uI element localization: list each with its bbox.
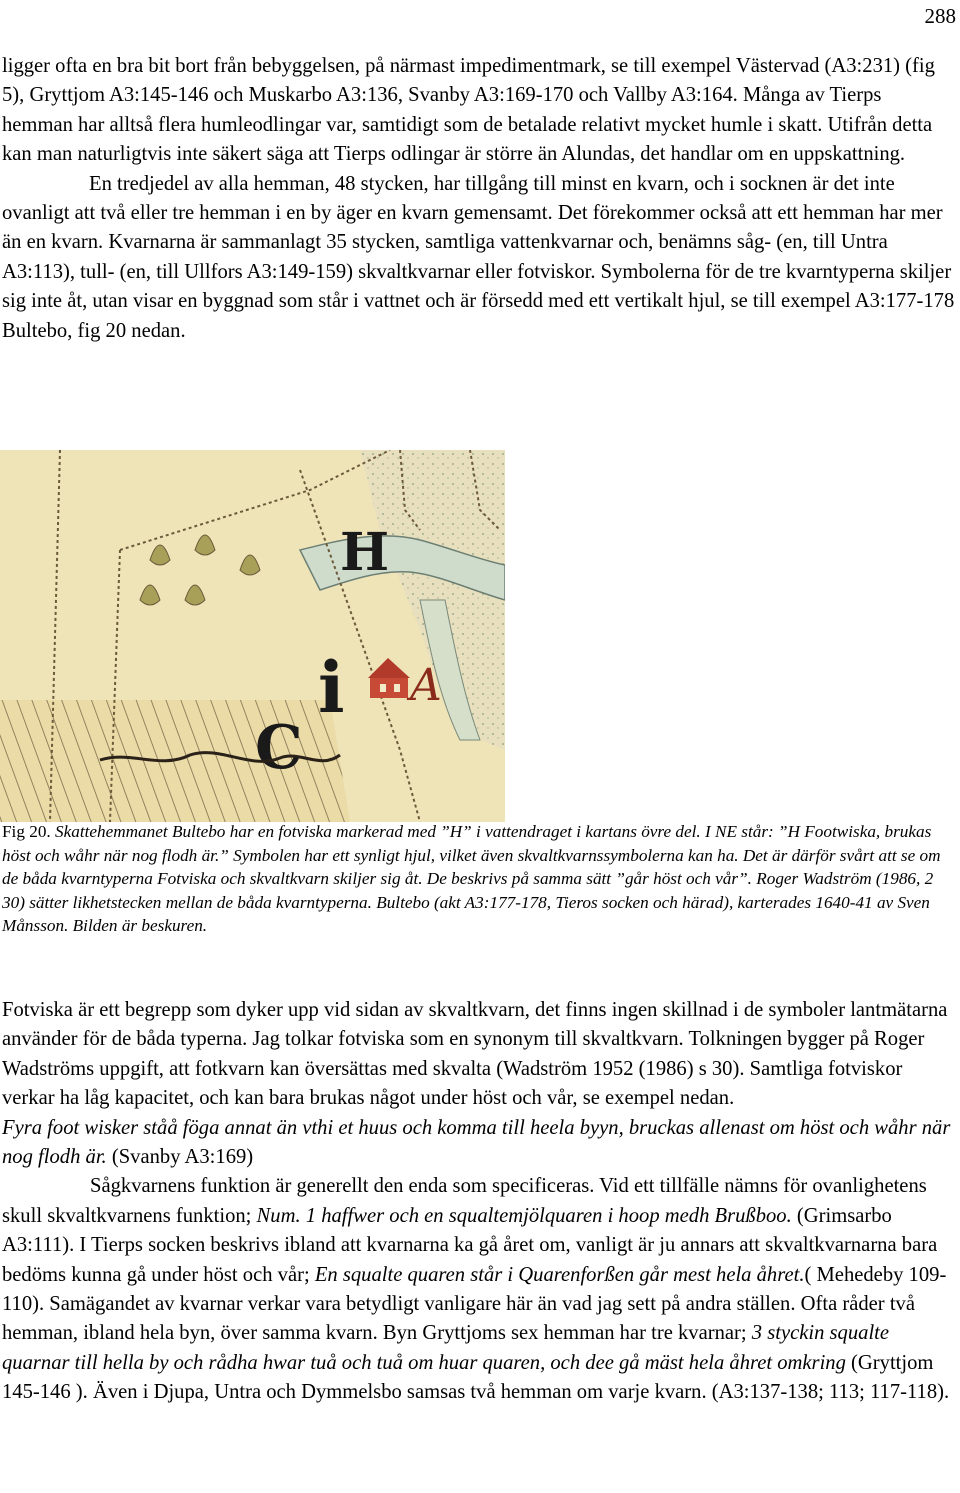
map-letter-a: A (410, 660, 442, 711)
text-segment: (Grimsarbo A3:111). I Tierps socken beskrivs ibland att kvarnarna ka gå året om, vanligt är ju annars att skvaltkvarnarna bara bedöms kunna gå under höst och vår; (2, 1204, 938, 1286)
figure-caption (2, 820, 957, 938)
paragraph-sagkvarn (2, 1172, 957, 1407)
text-segment: Sågkvarnens funktion är generellt den enda som specificeras. Vid ett tillfälle nämns för ovanlighetens skull skvaltkvarnens funktion; (2, 1175, 927, 1227)
figure-caption-text: Skattehemmanet Bultebo har en fotviska markerad med ”H” i vattendraget i kartans övre del. I NE står: ”H Footwiska, brukas höst och wåhr när nog flodh är.” Symbolen har ett synligt hjul, vilket även skvaltkvarnssymbolerna kan ha. Det är därför svårt att se om de båda kvarntyperna Fotviska och skvaltkvarn skiljer sig åt. De beskrivs på samma sätt ”går höst och vår”. Roger Wadström (1986, 2 30) sätter likhetstecken mellan de båda kvarntyperna. Bultebo (akt A3:177-178, Tieros socken och härad), karterades 1640-41 av Sven Månsson. Bilden är beskuren. (2, 822, 941, 936)
historical-map-image (0, 450, 505, 822)
map-letter-h: H (340, 522, 390, 583)
body-text-top (2, 52, 957, 346)
quote-svanby: Fyra foot wisker ståå föga annat än vthi et huus och komma till heela byyn, bruckas allenast om höst och wåhr när nog flodh är. (2, 1116, 951, 1169)
figure-label: Fig 20. (2, 822, 51, 841)
text-segment: (Gryttjom 145-146 ). Även i Djupa, Untra och Dymmelsbo samsas två hemman om varje kvarn. (A3:137-138; 113; 117-118). (2, 1351, 950, 1404)
map-figure-bultebo (0, 450, 505, 822)
paragraph-fotviska: Fotviska är ett begrepp som dyker upp vid sidan av skvaltkvarn, det finns ingen skillnad i de symboler lantmätarna använder för de båda typerna. Jag tolkar fotviska som en synonym till skvaltkvarn. Tolkningen bygger på Roger Wadströms uppgift, att fotkvarn kan översättas med skvalta (Wadström 1952 (1986) s 30). Samtliga fotviskor verkar ha låg kapacitet, och kan bara brukas något under höst och vår, se exempel nedan. (2, 999, 948, 1110)
text-segment: ( Mehedeby 109-110). Samägandet av kvarnar verkar vara betydligt vanligare här än vad jag sett på andra ställen. Ofta råder två hemman, ibland hela byn, över samma kvarn. Byn Gryttjoms sex hemman har tre kvarnar; (2, 1263, 947, 1345)
quote-mehedeby: En squalte quaren står i Quarenforßen går mest hela åhret. (314, 1263, 805, 1286)
quote-grimsarbo: Num. 1 haffwer och en squaltemjölquaren i hoop medh Brußboo. (256, 1204, 792, 1227)
map-letter-c: C (255, 713, 303, 783)
paragraph-humle: ligger ofta en bra bit bort från bebyggelsen, på närmast impedimentmark, se till exempel Västervad (A3:231) (fig 5), Gryttjom A3:145-146 och Muskarbo A3:136, Svanby A3:169-170 och Vallby A3:164. Många av Tierps hemman har alltså flera humleodlingar var, samtidigt som de betalade relativt mycket humle i skatt. Utifrån detta kan man naturligtvis inte säkert säga att Tierps odlingar är större än Alundas, det handlar om en uppskattning. (2, 55, 935, 166)
quote-gryttjom: 3 styckin squalte quarnar till hella by och rådha hwar tuå och tuå om huar quaren, och dee gå mäst hela åhret omkring (2, 1322, 890, 1374)
paragraph-quote-svanby (2, 1114, 957, 1173)
body-text-bottom (2, 996, 957, 1408)
page-number: 288 (924, 4, 956, 28)
paragraph-kvarnar: En tredjedel av alla hemman, 48 stycken, har tillgång till minst en kvarn, och i socknen är det inte ovanligt att två eller tre hemman i en by äger en kvarn gemensamt. Det förekommer också att ett hemman har mer än en kvarn. Kvarnarna är sammanlagt 35 stycken, samtliga vattenkvarnar och, benämns såg- (en, till Untra A3:113), tull- (en, till Ullfors A3:149-159) skvaltkvarnar eller fotviskor. Symbolerna för de tre kvarntyperna skiljer sig inte åt, utan visar en byggnad som står i vattnet och är försedd med ett vertikalt hjul, se till exempel A3:177-178 Bultebo, fig 20 nedan. (2, 172, 955, 342)
ref-svanby: (Svanby A3:169) (106, 1146, 254, 1169)
map-letter-i: i (318, 646, 345, 729)
